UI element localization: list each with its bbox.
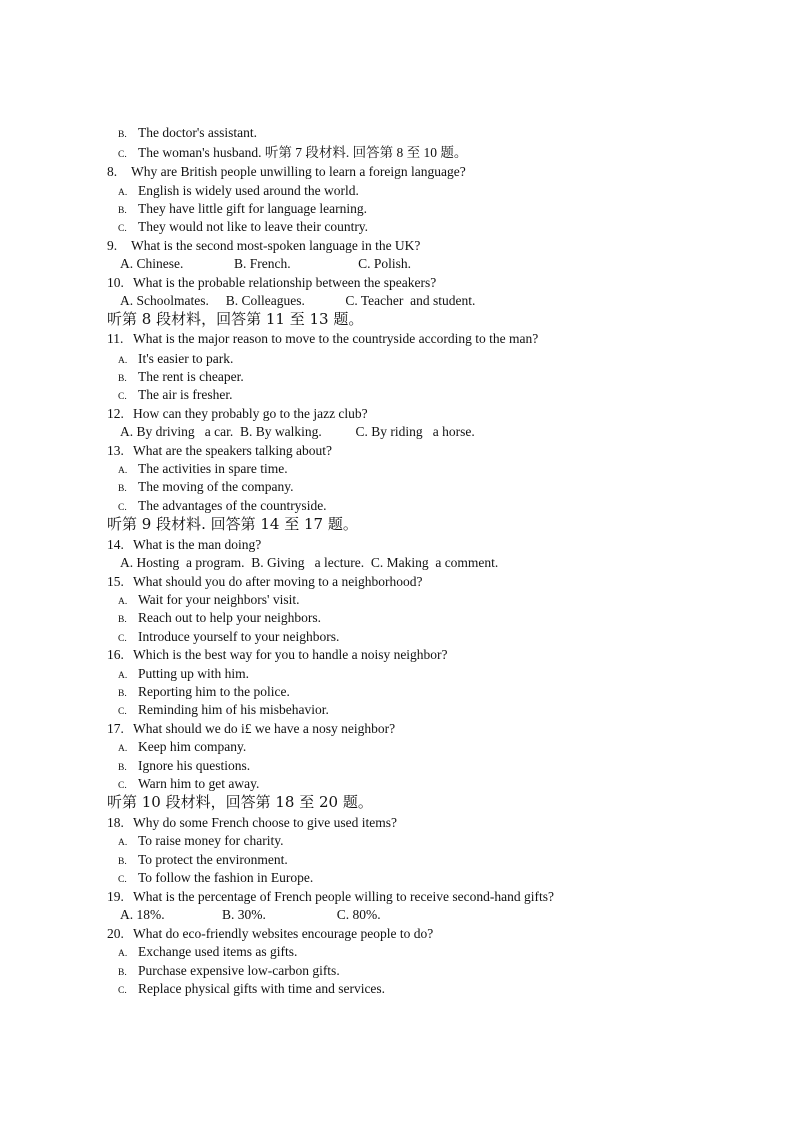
option-label: A. bbox=[118, 744, 128, 754]
options-row-text: A. Chinese. B. French. C. Polish. bbox=[120, 256, 412, 271]
option-line bbox=[118, 460, 288, 480]
option-text: Putting up with him. bbox=[138, 666, 250, 681]
question-number: 13. bbox=[107, 443, 124, 458]
option-text: Replace physical gifts with time and services. bbox=[138, 981, 386, 996]
option-line bbox=[118, 869, 313, 889]
option-line bbox=[118, 386, 232, 406]
question-line bbox=[107, 720, 395, 737]
section-heading-text: 听第 8 段材料，回答第 11 至 13 题。 bbox=[107, 310, 364, 328]
question-number: 10. bbox=[107, 275, 124, 290]
option-line bbox=[118, 497, 327, 517]
question-line bbox=[107, 442, 332, 459]
option-text: The woman's husband. 听第 7 段材料. 回答第 8 至 10 题。 bbox=[138, 145, 468, 160]
option-line bbox=[118, 701, 329, 721]
option-text: The moving of the company. bbox=[138, 479, 294, 494]
option-line bbox=[118, 980, 385, 1000]
option-label: C. bbox=[118, 503, 127, 513]
option-label: A. bbox=[118, 597, 128, 607]
option-label: B. bbox=[118, 130, 127, 140]
question-number: 12. bbox=[107, 406, 124, 421]
options-row bbox=[120, 255, 411, 272]
option-label: C. bbox=[118, 224, 127, 234]
question-number: 17. bbox=[107, 721, 124, 736]
option-label: B. bbox=[118, 484, 127, 494]
options-row bbox=[120, 423, 475, 440]
option-line bbox=[118, 182, 359, 202]
option-line bbox=[118, 609, 321, 629]
option-line bbox=[118, 591, 299, 611]
option-text: The rent is cheaper. bbox=[138, 369, 244, 384]
section-heading bbox=[107, 311, 363, 328]
options-row bbox=[120, 906, 381, 923]
option-line bbox=[118, 943, 297, 963]
question-line bbox=[107, 925, 433, 942]
section-heading-text: 听第 10 段材料，回答第 18 至 20 题。 bbox=[107, 793, 373, 811]
option-text: Exchange used items as gifts. bbox=[138, 944, 298, 959]
option-line bbox=[118, 738, 246, 758]
question-text: What should we do i£ we have a nosy neighbor? bbox=[133, 721, 396, 736]
option-line bbox=[118, 478, 293, 498]
option-label: B. bbox=[118, 615, 127, 625]
option-line bbox=[118, 775, 259, 795]
question-text: What do eco-friendly websites encourage people to do? bbox=[133, 926, 434, 941]
question-number: 8. bbox=[107, 164, 118, 179]
question-text: What is the major reason to move to the countryside according to the man? bbox=[133, 331, 539, 346]
option-line bbox=[118, 218, 368, 238]
question-text: What are the speakers talking about? bbox=[133, 443, 333, 458]
question-text: How can they probably go to the jazz club? bbox=[133, 406, 368, 421]
option-text: To raise money for charity. bbox=[138, 833, 284, 848]
option-line bbox=[118, 757, 250, 777]
option-text: Wait for your neighbors' visit. bbox=[138, 592, 300, 607]
option-label: A. bbox=[118, 671, 128, 681]
option-text: The doctor's assistant. bbox=[138, 125, 258, 140]
option-line bbox=[118, 665, 249, 685]
option-label: A. bbox=[118, 356, 128, 366]
option-label: C. bbox=[118, 986, 127, 996]
option-text: They would not like to leave their country. bbox=[138, 219, 369, 234]
question-line bbox=[107, 888, 554, 905]
section-heading bbox=[107, 794, 373, 811]
question-number: 15. bbox=[107, 574, 124, 589]
question-line bbox=[107, 405, 368, 422]
option-label: A. bbox=[118, 838, 128, 848]
option-label: B. bbox=[118, 206, 127, 216]
question-line bbox=[107, 163, 466, 180]
option-line bbox=[118, 832, 284, 852]
options-row bbox=[120, 292, 475, 309]
question-text: Which is the best way for you to handle a noisy neighbor? bbox=[133, 647, 448, 662]
option-line bbox=[118, 144, 467, 164]
question-text: Why do some French choose to give used items? bbox=[133, 815, 397, 830]
option-text: Warn him to get away. bbox=[138, 776, 260, 791]
option-label: C. bbox=[118, 150, 127, 160]
question-number: 16. bbox=[107, 647, 124, 662]
option-label: C. bbox=[118, 707, 127, 717]
option-text: Reminding him of his misbehavior. bbox=[138, 702, 329, 717]
option-label: C. bbox=[118, 634, 127, 644]
question-line bbox=[107, 330, 538, 347]
option-text: Introduce yourself to your neighbors. bbox=[138, 629, 340, 644]
section-heading bbox=[107, 516, 358, 533]
option-text: They have little gift for language learning. bbox=[138, 201, 368, 216]
question-line bbox=[107, 573, 422, 590]
question-text: What is the probable relationship between the speakers? bbox=[133, 275, 437, 290]
option-text: To follow the fashion in Europe. bbox=[138, 870, 314, 885]
question-line bbox=[107, 536, 261, 553]
options-row-text: A. By driving a car. B. By walking. C. By riding a horse. bbox=[120, 424, 475, 439]
question-number: 20. bbox=[107, 926, 124, 941]
option-text: To protect the environment. bbox=[138, 852, 288, 867]
option-label: A. bbox=[118, 949, 128, 959]
question-text: What should you do after moving to a neighborhood? bbox=[133, 574, 423, 589]
question-line bbox=[107, 237, 420, 254]
option-text: Purchase expensive low-carbon gifts. bbox=[138, 963, 340, 978]
option-label: B. bbox=[118, 689, 127, 699]
question-number: 9. bbox=[107, 238, 118, 253]
option-text: Reporting him to the police. bbox=[138, 684, 290, 699]
option-line bbox=[118, 124, 257, 144]
option-line bbox=[118, 200, 367, 220]
option-label: A. bbox=[118, 188, 128, 198]
option-label: A. bbox=[118, 466, 128, 476]
question-line bbox=[107, 274, 436, 291]
section-heading-text: 听第 9 段材料. 回答第 14 至 17 题。 bbox=[107, 515, 358, 533]
option-line bbox=[118, 851, 288, 871]
question-text: What is the percentage of French people willing to receive second-hand gifts? bbox=[133, 889, 554, 904]
options-row-text: A. 18%. B. 30%. C. 80%. bbox=[120, 907, 381, 922]
option-text: Ignore his questions. bbox=[138, 758, 251, 773]
option-line bbox=[118, 962, 340, 982]
option-text: English is widely used around the world. bbox=[138, 183, 359, 198]
question-text: Why are British people unwilling to learn a foreign language? bbox=[131, 164, 466, 179]
option-label: C. bbox=[118, 875, 127, 885]
option-label: B. bbox=[118, 374, 127, 384]
option-label: C. bbox=[118, 781, 127, 791]
option-line bbox=[118, 683, 290, 703]
question-line bbox=[107, 814, 397, 831]
option-text: Keep him company. bbox=[138, 739, 247, 754]
options-row-text: A. Schoolmates. B. Colleagues. C. Teacher and student. bbox=[120, 293, 476, 308]
option-line bbox=[118, 628, 339, 648]
option-label: B. bbox=[118, 763, 127, 773]
option-label: B. bbox=[118, 968, 127, 978]
option-label: C. bbox=[118, 392, 127, 402]
question-number: 19. bbox=[107, 889, 124, 904]
option-text: The air is fresher. bbox=[138, 387, 233, 402]
options-row bbox=[120, 554, 498, 571]
option-text: Reach out to help your neighbors. bbox=[138, 610, 321, 625]
option-text: The activities in spare time. bbox=[138, 461, 288, 476]
question-number: 14. bbox=[107, 537, 124, 552]
options-row-text: A. Hosting a program. B. Giving a lecture. C. Making a comment. bbox=[120, 555, 499, 570]
question-text: What is the second most-spoken language in the UK? bbox=[131, 238, 421, 253]
question-line bbox=[107, 646, 448, 663]
question-number: 18. bbox=[107, 815, 124, 830]
question-text: What is the man doing? bbox=[133, 537, 262, 552]
option-line bbox=[118, 350, 233, 370]
option-text: The advantages of the countryside. bbox=[138, 498, 327, 513]
option-label: B. bbox=[118, 857, 127, 867]
question-number: 11. bbox=[107, 331, 124, 346]
option-text: It's easier to park. bbox=[138, 351, 234, 366]
option-line bbox=[118, 368, 244, 388]
